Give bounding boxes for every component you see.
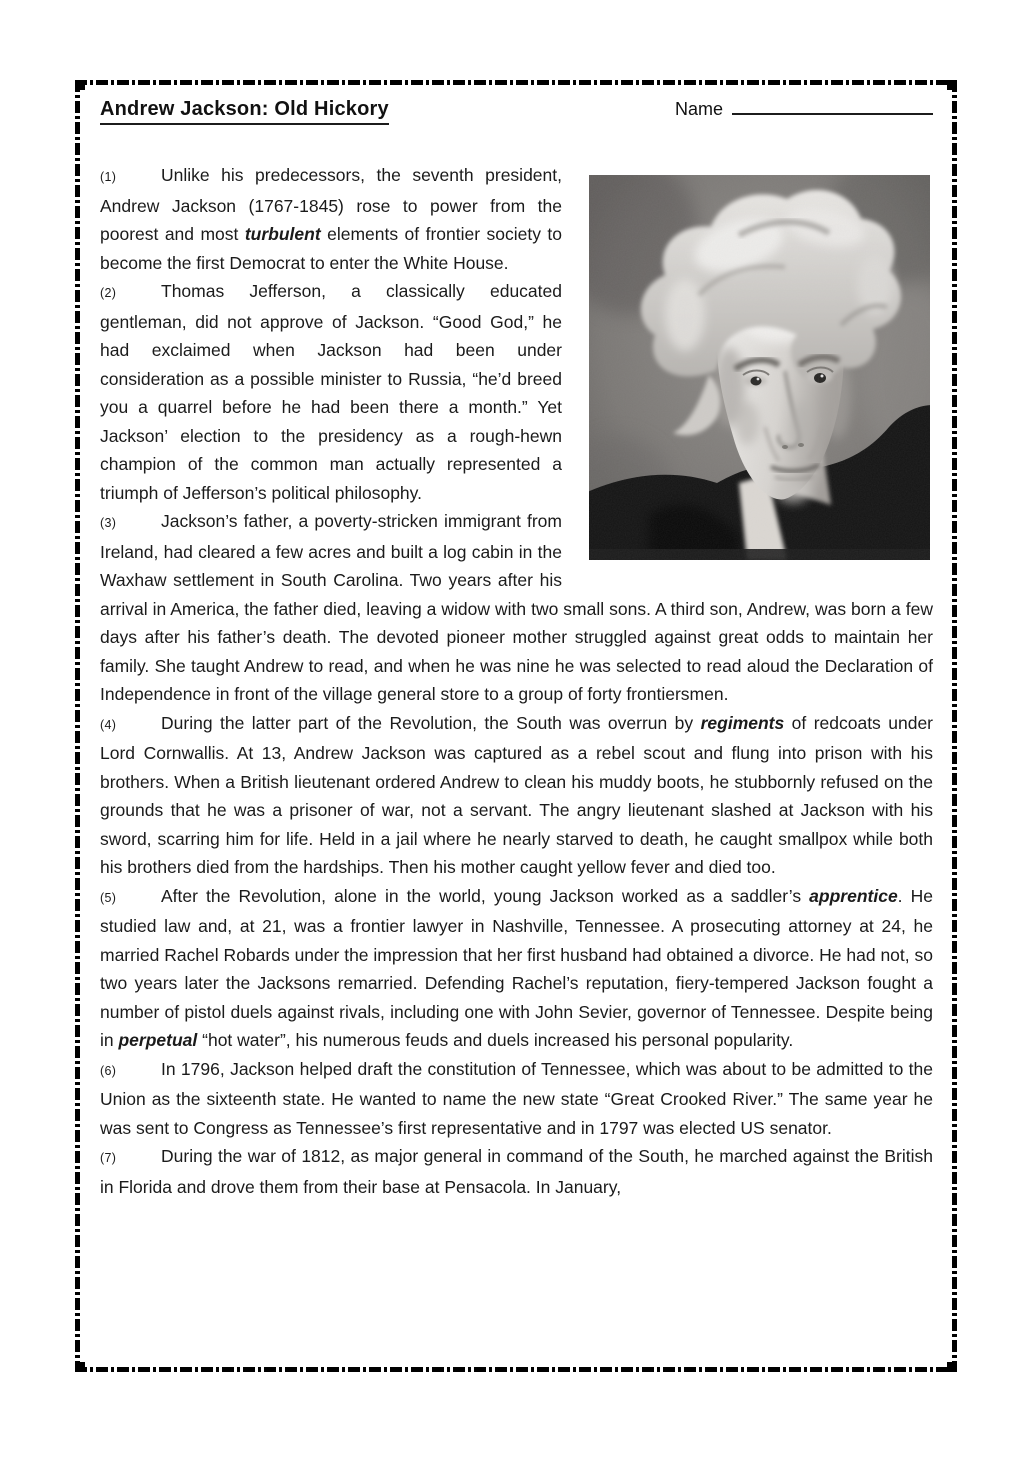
paragraph-text: elements of frontier society to become the first Democrat to enter the White House. xyxy=(100,224,562,273)
border-top xyxy=(75,80,957,85)
name-blank-line xyxy=(732,99,933,115)
paragraph-text: During the war of 1812, as major general in command of the South, he marched against the British in Florida and drove them from their base at Pensacola. In January, xyxy=(100,1146,933,1197)
paragraph-text: In 1796, Jackson helped draft the constitution of Tennessee, which was about to be admitted to the Union as the sixteenth state. He wanted to name the new state “Great Crooked River.” The same year he was sent to Congress as Tennessee’s first representative and in 1797 was elected US senator. xyxy=(100,1058,933,1138)
border-right xyxy=(952,80,957,1372)
paragraph-number: (3) xyxy=(100,516,117,530)
paragraph-5 xyxy=(100,882,933,1055)
paragraph-number: (4) xyxy=(100,717,117,732)
portrait-image xyxy=(589,175,930,560)
border-corner xyxy=(75,1362,85,1372)
paragraph-text: of redcoats under Lord Cornwallis. At 13, Andrew Jackson was captured as a rebel scout and flung into prison with his brothers. When a British lieutenant ordered Andrew to clean his muddy boots, he stubbornly refused on the grounds that he was a prisoner of war, not a servant. The angry lieutenant slashed at Jackson with his sword, scarring him for life. Held in a jail where he nearly starved to death, he caught smallpox while both his brothers died from the hardships. Then his mother caught yellow fever and died too. xyxy=(100,712,934,877)
name-field xyxy=(675,99,933,120)
paragraph-text: Unlike his predecessors, the seventh president, Andrew Jackson (1767-1845) rose to power from the poorest and most xyxy=(100,165,562,244)
reading-passage xyxy=(100,161,933,1201)
paragraph-6 xyxy=(100,1055,933,1143)
emphasized-vocab-term: perpetual xyxy=(118,1030,198,1050)
border-corner xyxy=(947,80,957,90)
name-label: Name xyxy=(674,99,723,119)
paragraph-number: (6) xyxy=(100,1063,117,1078)
emphasized-vocab-term: apprentice xyxy=(809,885,898,906)
paragraph-number: (5) xyxy=(100,890,117,905)
paragraph-text: “hot water”, his numerous feuds and duels increased his personal popularity. xyxy=(197,1030,794,1050)
worksheet-content xyxy=(100,98,933,1201)
emphasized-vocab-term: turbulent xyxy=(244,224,321,244)
page-title: Andrew Jackson: Old Hickory xyxy=(100,98,389,125)
paragraph-number: (7) xyxy=(100,1151,117,1165)
paragraph-text: Jackson’s father, a poverty-stricken immigrant from Ireland, had cleared a few acres and built a log cabin in the Waxhaw settlement in South Carolina. Two years after his arrival in America, the father died, leaving a widow with two small sons. A third son, Andrew, was born a few days after his father’s death. The devoted pioneer mother struggled against great odds to maintain her family. She taught Andrew to read, and when he was nine he was selected to read aloud the Declaration of Independence in front of the village general store to a group of forty frontiersmen. xyxy=(100,511,933,704)
border-bottom xyxy=(75,1367,957,1372)
emphasized-vocab-term: regiments xyxy=(700,712,785,733)
paragraph-number: (1) xyxy=(100,170,117,184)
paragraph-text: After the Revolution, alone in the world, young Jackson worked as a saddler’s xyxy=(161,885,810,906)
paragraph-text: . He studied law and, at 21, was a frontier lawyer in Nashville, Tennessee. A prosecuting attorney at 24, he married Rachel Robards under the impression that her first husband had obtained a divorce. He had not, so two years later the Jacksons remarried. Defending Rachel’s reputation, fiery-tempered Jackson fought a number of pistol duels against rivals, including one with John Sevier, governor of Tennessee. Despite being in xyxy=(100,885,933,1050)
worksheet-header xyxy=(100,98,933,125)
paragraph-number: (2) xyxy=(100,286,117,300)
paragraph-4 xyxy=(100,709,933,882)
border-corner xyxy=(75,80,85,90)
paragraph-text: During the latter part of the Revolution, the South was overrun by xyxy=(161,712,701,733)
andrew-jackson-portrait xyxy=(589,175,930,560)
border-corner xyxy=(947,1362,957,1372)
paragraph-text: Thomas Jefferson, a classically educated gentleman, did not approve of Jackson. “Good God,” he had exclaimed when Jackson had been under consideration as a possible minister to Russia, “he’d breed you a quarrel before he had been there a month.” Yet Jackson’ election to the presidency as a rough-hewn champion of the common man actually represented a triumph of Jefferson’s political philosophy. xyxy=(100,281,562,503)
paragraph-7 xyxy=(100,1142,933,1201)
border-left xyxy=(75,80,80,1372)
